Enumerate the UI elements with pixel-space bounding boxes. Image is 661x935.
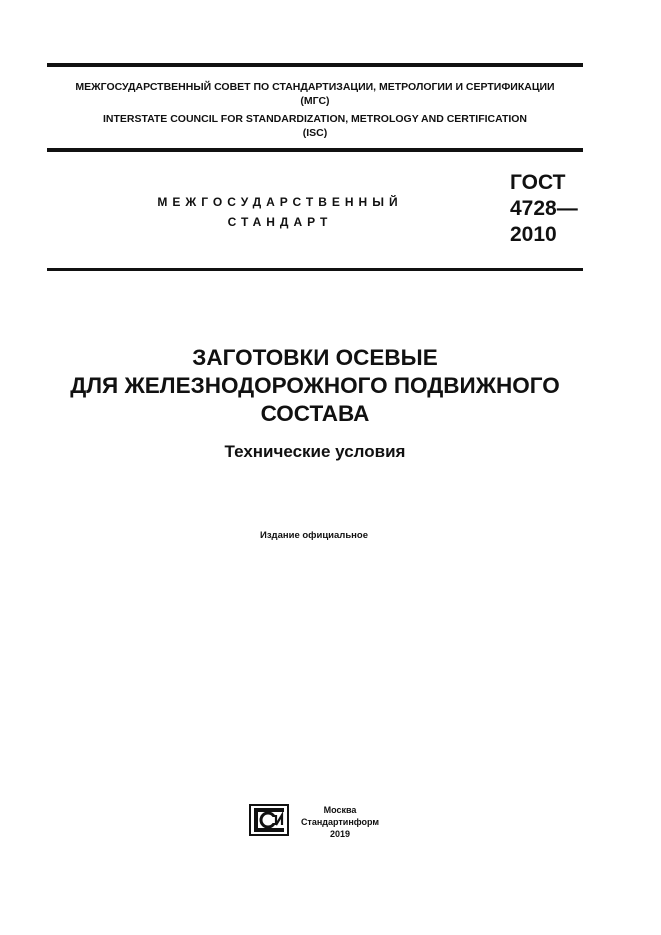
council-name-ru — [47, 80, 583, 108]
standard-type-line-2: СТАНДАРТ — [227, 215, 333, 229]
title-line-2: ДЛЯ ЖЕЛЕЗНОДОРОЖНОГО ПОДВИЖНОГО — [70, 373, 560, 398]
council-name-ru-line: МЕЖГОСУДАРСТВЕННЫЙ СОВЕТ ПО СТАНДАРТИЗАЦИИ, МЕТРОЛОГИИ И СЕРТИФИКАЦИИ — [75, 81, 555, 93]
title-line-1: ЗАГОТОВКИ ОСЕВЫЕ — [192, 345, 438, 370]
publisher-imprint — [300, 804, 380, 840]
bottom-rule — [47, 268, 583, 271]
title-line-3: СОСТАВА — [260, 401, 370, 426]
top-rule — [47, 63, 583, 67]
standard-id-prefix: ГОСТ — [510, 171, 566, 194]
middle-rule — [47, 148, 583, 152]
standartinform-logo-icon — [249, 804, 289, 836]
document-subtitle: Технические условия — [224, 442, 406, 461]
standard-id-year: 2010 — [510, 223, 557, 246]
standard-id — [510, 170, 578, 248]
publisher-name: Стандартинформ — [300, 817, 380, 827]
edition-note: Издание официальное — [260, 530, 368, 541]
council-abbr-en: (ISC) — [302, 127, 328, 139]
standard-type — [150, 192, 410, 232]
document-title — [40, 344, 590, 428]
council-name-en-line: INTERSTATE COUNCIL FOR STANDARDIZATION, METROLOGY AND CERTIFICATION — [102, 113, 528, 125]
council-abbr-ru: (МГС) — [300, 95, 330, 107]
publisher-year: 2019 — [329, 829, 351, 839]
publisher-city: Москва — [323, 805, 357, 815]
standard-type-line-1: МЕЖГОСУДАРСТВЕННЫЙ — [157, 195, 403, 209]
standard-id-number: 4728— — [510, 197, 578, 220]
council-name-en — [47, 112, 583, 140]
